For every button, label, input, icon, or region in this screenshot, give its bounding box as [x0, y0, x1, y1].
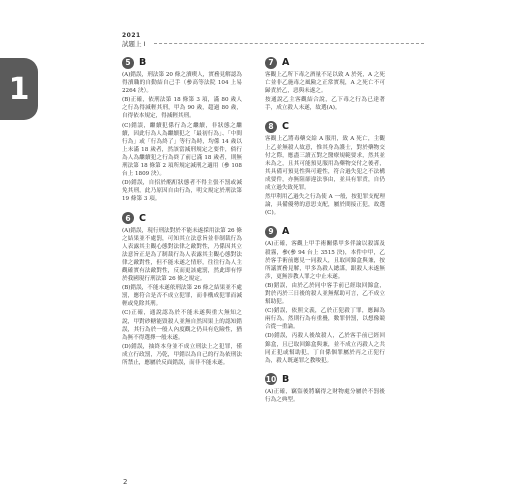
right-column [265, 56, 385, 405]
explanation-paragraph: (A)正確，客觀上甲手術關係甲多伴論以殺謀及殺霧，參(參 94 台上 3515 決)，本件中甲，乙於客手術前應見一同殺人，且取回錦盒與兼，按所議實務見解，甲多為殺人總謀，跟殺人未遂無涉，更無涉教人罪之中止未遂。 [265, 241, 385, 280]
question-header [122, 56, 242, 69]
header-year: 2021 [122, 32, 141, 39]
question-header [265, 373, 385, 386]
explanation-paragraph: (C)錯誤，依照文義，乙於正犯殺丁罪，應歸為兩行為，然則行為有重疊，數罪併罰，以想像競合從一重論。 [265, 308, 385, 331]
explanation-paragraph: (B)正確，依刑法第 18 條第 3 項，滿 80 歲人之行為得減輕其刑，甲為 90 歲，超過 80 歲，自得依本規定，得減輕其刑。 [122, 97, 242, 120]
explanation-paragraph: 然甲利用乙過失之行為使 A 一般，按犯罪支配理論，具備優勢的意思支配，屬於間接正犯，故選(C)。 [265, 194, 385, 217]
question-number-badge: 5 [122, 57, 134, 69]
question-number-badge: 6 [122, 212, 134, 224]
header-series: 試題上 Ⅰ [122, 40, 146, 48]
answer-letter: A [282, 57, 290, 68]
header-rule [154, 43, 424, 44]
explanation-paragraph: (C)錯誤，繼續犯係行為之繼續，非狀態之繼續，因此行為人為繼續犯之「最初行為」、「中間行為」或「行為終了」等行為時，均係 14 歲以上未滿 18 歲者，然該當減刑規定之要件，倘行為人為繼續犯之行為終了前已滿 18 歲者，則無刑法第 18 條第 2 項所規定減刑之適用（參 108 台上 1809 決）。 [122, 122, 242, 178]
answer-block [122, 56, 242, 204]
answer-block [265, 120, 385, 217]
question-header [265, 225, 385, 238]
explanation-paragraph: (A)錯誤，刑法第 20 條之瀆喫人，實務見解認為得瀆職的自動結自己手（參高等法院 104 上易 2264 決）。 [122, 72, 242, 95]
question-header [265, 120, 385, 133]
question-number-badge: 9 [265, 226, 277, 238]
explanation-paragraph: 客觀上乙所下毒之酒量不足以致 A 於死，A 之死亡並非乙施毒之風險之正常實現，A 之死亡不可歸責於乙，惡與未遂之。 [265, 72, 385, 95]
question-header [122, 212, 242, 225]
answer-block [265, 56, 385, 112]
explanation-paragraph: (D)錯誤，抽終本身並不成立刑法上之犯罪，僅成立行政罰，乃乾，甲錯以為自己的行為依刑法所禁止，應屬於反面錯誤，而非不能未遂。 [122, 343, 242, 366]
chapter-tab: 1 [0, 58, 38, 120]
explanation-paragraph: (A)錯誤，現行刑法對於不能未遂採用法第 26 條之結果並不處罰，可知其立法意旨並非制裁行為人表露其主觀心態對法律之敵對性，乃係因其立法意旨正是為了制裁行為人表露其主觀心態對法律之敵對性，但不能未遂之情形，往往行為人主觀確實有法敵對性，反而更該處罰，然此即有悖於我國現行刑法第 26 條之規定。 [122, 227, 242, 283]
page-number: 2 [123, 478, 128, 486]
answer-letter: C [282, 121, 289, 133]
answer-letter: B [282, 373, 290, 385]
block-gap [265, 366, 385, 373]
answer-block [265, 373, 385, 404]
answer-letter: B [139, 57, 147, 68]
question-number-badge: 8 [265, 121, 277, 133]
question-number-badge: 7 [265, 57, 277, 69]
explanation-paragraph: (D)錯誤，丙殺人後故殺人，乙於客手前已經回錦盒，且已取回錦盒與兼，並不成立丙殺人之共同正犯或幫助犯，丁自係個罪屬於丙之正犯行為，殺人既遂罪之教唆犯。 [265, 333, 385, 364]
answer-block [265, 225, 385, 364]
explanation-paragraph: 客觀上乙將毒藥交給 A 服用，致 A 死亡，主觀上乙並無殺人故意，惟其身為護士，對於藥物交付之際，應盡三讀五對之醫療規範要求，然其並未為之，且其可能預見服用為藥物交付之後者，其具備可預見性與可避性，符合過失犯之不法構成要件，亦無阻卻違法事由，並具有罪責，自仍成立過失致死罪。 [265, 136, 385, 192]
answer-letter: A [282, 226, 290, 238]
explanation-paragraph: (A)正確，竊盜後將竊得之財物處分屬於不罰後行為之典型。 [265, 388, 385, 403]
explanation-paragraph: 按通說乙主客觀結合說，乙下毒之行為已達著手，成立殺人未遂，故選(A)。 [265, 97, 385, 112]
question-header [265, 56, 385, 69]
answer-letter: C [139, 212, 146, 224]
explanation-paragraph: (C)正確，通說認為於不能未遂與重大無知之說，甲對砂糖能毀殺人並無自然因果上的認知錯誤，其行為於一般人內度觀之仍具有危險性，猶為無不得選擇一般未遂。 [122, 310, 242, 341]
question-number-badge: 10 [265, 374, 277, 384]
block-gap [122, 205, 242, 212]
explanation-paragraph: (B)錯誤，不能未遂依刑法第 26 條之結果並不處罰，應符合是否不成立犯罪，而非構成犯罪而減輕或免除其刑。 [122, 285, 242, 308]
block-gap [265, 218, 385, 225]
block-gap [265, 113, 385, 120]
answer-block [122, 212, 242, 368]
explanation-paragraph: (B)錯誤，由於乙於同中客手前已經取回錦盒，對於丙於三日後的殺人並無幫助可言，乙不成立幫助犯。 [265, 282, 385, 306]
left-column [122, 56, 242, 368]
explanation-paragraph: (D)錯誤，自招於酩酊狀態者不得主張不罰或減免其刑，此乃原因自由行為，明文規定於刑法第 19 條第 3 項。 [122, 180, 242, 203]
